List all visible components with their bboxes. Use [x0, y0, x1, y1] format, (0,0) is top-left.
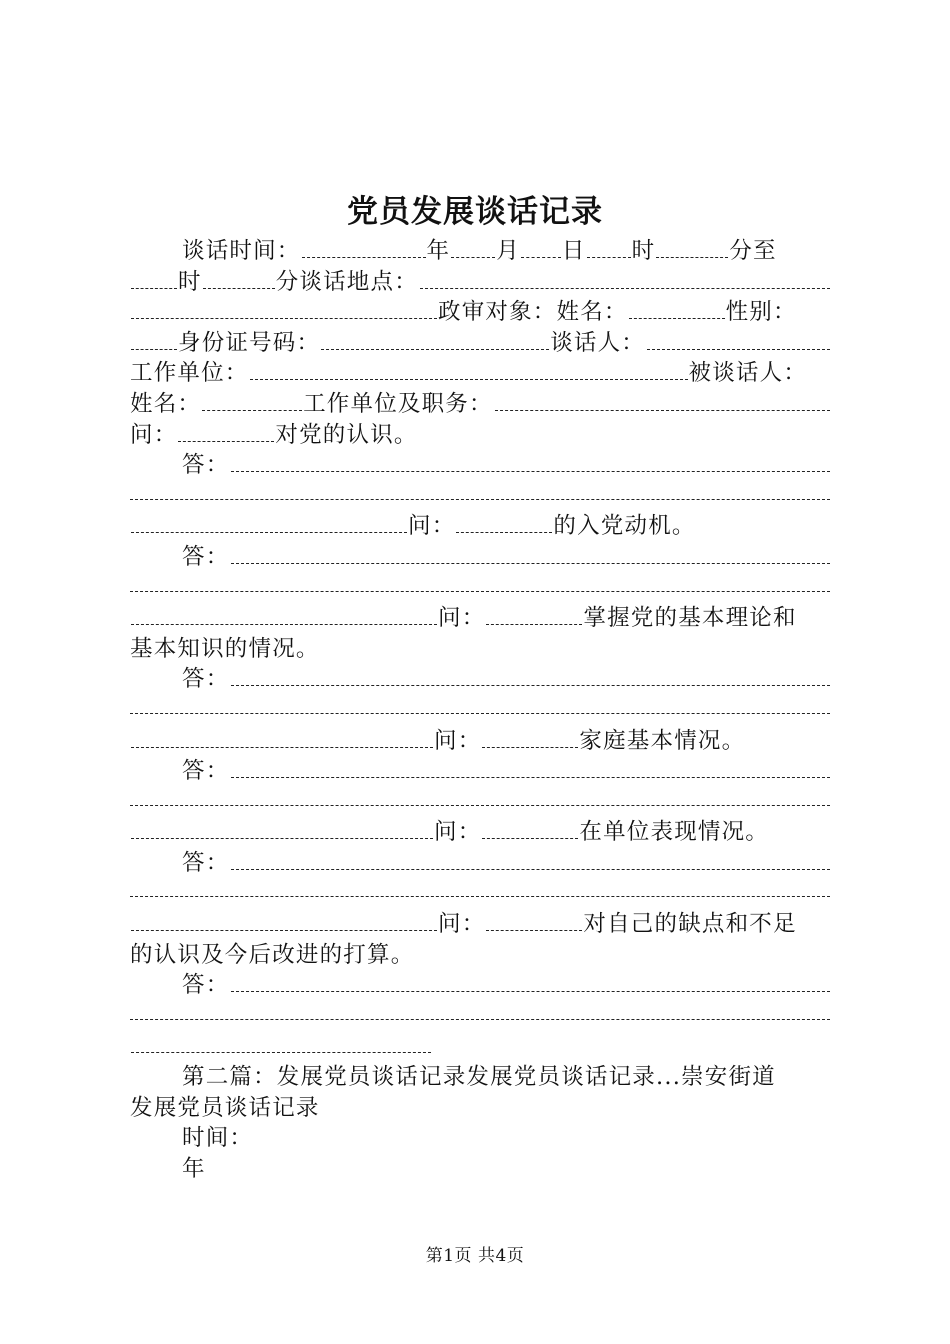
answer-1-line2 — [130, 481, 830, 512]
answer-2-blank — [231, 545, 830, 564]
q5-text: 在单位表现情况。 — [579, 819, 770, 846]
hour2-blank — [131, 270, 177, 289]
minute-blank — [656, 239, 728, 258]
document-body — [130, 236, 830, 1184]
subject-name-label: 政审对象：姓名： — [438, 299, 628, 326]
q-label: 问： — [434, 727, 482, 754]
answer-3-line2 — [130, 695, 830, 726]
answer-5 — [130, 848, 830, 879]
hour-label: 时 — [631, 238, 656, 264]
question-4 — [130, 726, 830, 757]
answer-2 — [130, 542, 830, 573]
a-label: 答： — [182, 972, 230, 999]
q6-text: 对自己的缺点和不足 — [583, 911, 797, 938]
id-number-blank — [321, 331, 549, 350]
unit-position-blank — [495, 392, 830, 411]
interviewee-label: 被谈话人： — [688, 360, 808, 387]
question-6 — [130, 909, 830, 940]
q-label: 问： — [408, 513, 456, 540]
q3-text: 掌握党的基本理论和 — [583, 605, 797, 632]
a-label: 答： — [182, 849, 230, 876]
question-3 — [130, 603, 830, 634]
id-number-label: 身份证号码： — [178, 329, 321, 356]
answer-1-blank — [231, 453, 830, 472]
form-line-time — [130, 236, 830, 267]
q-label: 问： — [438, 911, 486, 938]
answer-6-line2 — [130, 1001, 830, 1032]
gender-label: 性别： — [725, 299, 797, 326]
form-line-location — [130, 267, 830, 298]
hour-blank — [587, 239, 631, 258]
month-label: 月 — [496, 238, 520, 264]
location-blank — [420, 270, 830, 289]
second-year-label: 年 — [182, 1155, 206, 1182]
q4-blank — [482, 729, 578, 748]
unit-position-label: 工作单位及职务： — [303, 390, 493, 417]
answer-4-end — [131, 820, 433, 839]
answer-5-end — [131, 912, 437, 931]
form-line-name — [130, 389, 830, 420]
answer-blank — [130, 695, 830, 714]
q-label: 问： — [434, 819, 482, 846]
q3-blank — [486, 606, 582, 625]
hour2-label: 时 — [178, 268, 202, 295]
answer-6-line3 — [130, 1031, 830, 1062]
question-1 — [130, 420, 830, 451]
work-unit-blank — [250, 361, 688, 380]
location-label: 分谈话地点： — [275, 268, 418, 295]
answer-3-blank — [231, 667, 830, 686]
time-label: 谈话时间： — [182, 238, 301, 264]
answer-1-end — [131, 514, 407, 533]
second-heading — [130, 1062, 830, 1093]
q2-blank — [456, 514, 552, 533]
second-time — [130, 1123, 830, 1154]
answer-blank — [130, 787, 830, 806]
answer-1 — [130, 450, 830, 481]
answer-2-line2 — [130, 573, 830, 604]
answer-4-line2 — [130, 787, 830, 818]
answer-5-blank — [231, 851, 830, 870]
q1-text: 对党的认识。 — [275, 421, 418, 448]
answer-5-line2 — [130, 878, 830, 909]
answer-blank — [130, 481, 830, 500]
q6-blank — [486, 912, 582, 931]
location-blank-cont — [131, 300, 437, 319]
work-unit-label: 工作单位： — [130, 360, 249, 387]
document-title: 党员发展谈话记录 — [347, 194, 603, 230]
subject-name-blank — [629, 300, 725, 319]
answer-4 — [130, 756, 830, 787]
year-label: 年 — [426, 238, 451, 264]
day-blank — [521, 239, 561, 258]
second-time-label: 时间： — [182, 1125, 254, 1152]
second-heading-cont — [130, 1093, 830, 1124]
second-heading-text: 第二篇：发展党员谈话记录发展党员谈话记录...崇安街道 — [182, 1064, 776, 1091]
question-3-cont — [130, 634, 830, 665]
form-line-id — [130, 328, 830, 359]
answer-2-end — [131, 606, 437, 625]
month-blank — [451, 239, 495, 258]
answer-3-end — [131, 729, 433, 748]
second-heading-text-cont: 发展党员谈话记录 — [130, 1094, 320, 1121]
name-label: 姓名： — [130, 390, 202, 417]
form-line-workunit — [130, 358, 830, 389]
question-6-cont — [130, 940, 830, 971]
q3-text-cont: 基本知识的情况。 — [130, 635, 320, 662]
interviewer-label: 谈话人： — [550, 329, 646, 356]
q2-text: 的入党动机。 — [553, 513, 696, 540]
q1-blank — [178, 423, 274, 442]
a-label: 答： — [182, 758, 230, 785]
q5-blank — [482, 820, 578, 839]
year-blank — [302, 239, 426, 258]
q4-text: 家庭基本情况。 — [579, 727, 746, 754]
minute-to-label: 分至 — [729, 238, 777, 264]
interviewer-blank — [647, 331, 830, 350]
minute2-blank — [203, 270, 275, 289]
answer-6 — [130, 970, 830, 1001]
name-blank — [202, 392, 302, 411]
question-2 — [130, 511, 830, 542]
q6-text-cont: 的认识及今后改进的打算。 — [130, 941, 415, 968]
second-year — [130, 1154, 830, 1185]
answer-blank — [130, 878, 830, 897]
page-footer: 第1页 共4页 — [425, 1246, 525, 1266]
answer-blank — [130, 573, 830, 592]
a-label: 答： — [182, 452, 230, 479]
day-label: 日 — [561, 238, 586, 264]
answer-3 — [130, 664, 830, 695]
a-label: 答： — [182, 666, 230, 693]
form-line-subject — [130, 297, 830, 328]
answer-4-blank — [231, 759, 830, 778]
question-5 — [130, 817, 830, 848]
answer-blank — [130, 1001, 830, 1020]
q-label: 问： — [438, 605, 486, 632]
q-label: 问： — [130, 421, 178, 448]
answer-6-end — [131, 1034, 431, 1053]
answer-6-blank — [231, 973, 830, 992]
a-label: 答： — [182, 543, 230, 570]
gender-blank — [131, 331, 177, 350]
